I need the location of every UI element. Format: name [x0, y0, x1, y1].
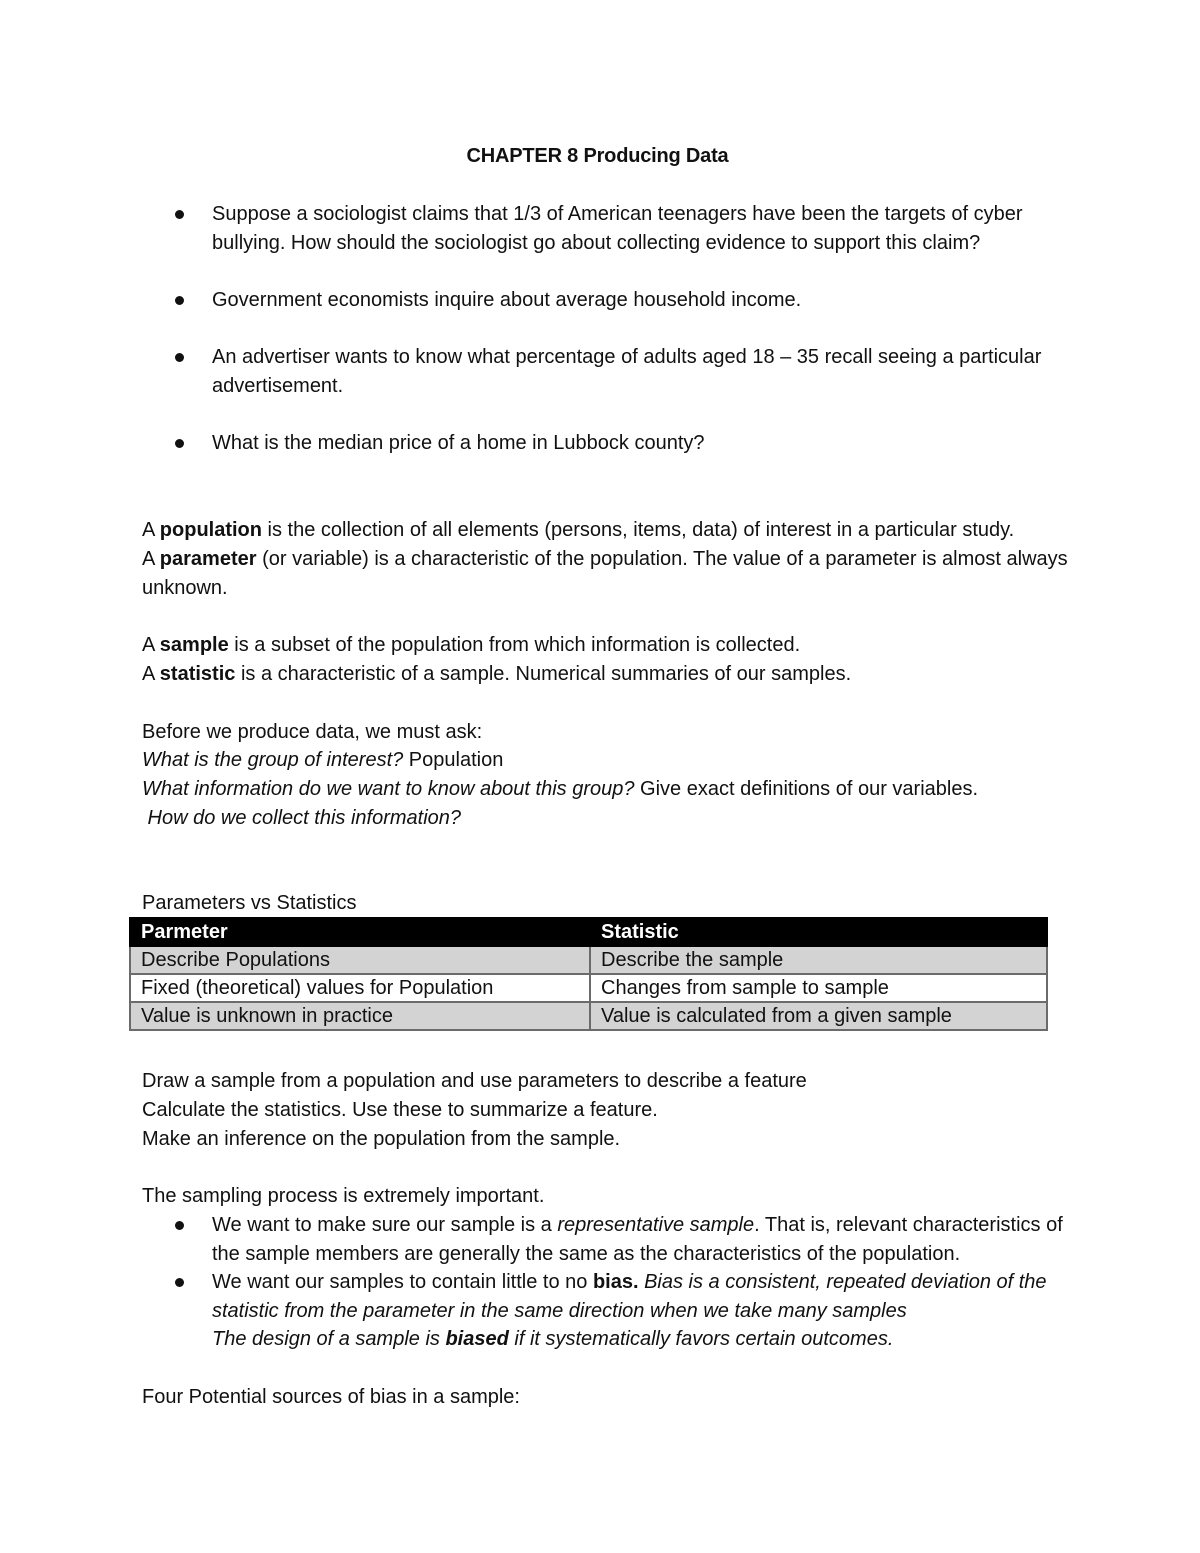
definition-prefix: A — [142, 547, 160, 570]
page-title: CHAPTER 8 Producing Data — [466, 145, 729, 167]
list-item: An advertiser wants to know what percentage of adults aged 18 – 35 recall seeing a particular advertisement. — [142, 343, 1062, 400]
table-row — [130, 1002, 1047, 1030]
bullet-text: We want our samples to contain little to no — [212, 1271, 593, 1294]
sampling-lead: The sampling process is extremely important. — [142, 1185, 545, 1208]
table-row — [130, 974, 1047, 1002]
definition-prefix: A — [142, 519, 160, 541]
process-block — [142, 1067, 1072, 1211]
bias-term: bias. — [592, 1271, 639, 1294]
process-step: Make an inference on the population from the sample. — [142, 1127, 621, 1150]
question-group — [142, 746, 1072, 775]
bias-design-text: if it systematically favors certain outcomes. — [508, 1328, 894, 1351]
definition-population — [142, 516, 1072, 545]
question-collect — [142, 804, 1072, 833]
term-statistic: statistic — [159, 662, 236, 685]
list-item — [142, 1268, 1072, 1354]
table-row — [130, 946, 1047, 974]
bullet-text: We want to make sure our sample is a — [212, 1214, 558, 1236]
question-answer: Population — [403, 749, 504, 772]
table-cell: Value is unknown in practice — [130, 1002, 590, 1030]
table-header-cell: Statistic — [590, 918, 1047, 946]
table-cell: Fixed (theoretical) values for Population — [130, 974, 590, 1002]
process-step: Draw a sample from a population and use parameters to describe a feature — [142, 1070, 807, 1092]
definition-prefix: A — [142, 634, 160, 657]
closing-line: Four Potential sources of bias in a sample: — [142, 1386, 520, 1408]
definition-text: is the collection of all elements (persons, items, data) of interest in a particular study. — [262, 519, 1015, 541]
list-item: Suppose a sociologist claims that 1/3 of American teenagers have been the targets of cyber bullying. How should the sociologist go about collecting evidence to support this claim? — [142, 200, 1062, 257]
bias-design-text: The design of a sample is — [212, 1328, 446, 1351]
term-parameter: parameter — [159, 547, 257, 570]
question-information — [142, 775, 1072, 804]
question-text: What information do we want to know about this group? — [142, 778, 635, 801]
term-sample: sample — [159, 634, 229, 657]
list-item: What is the median price of a home in Lubbock county? — [142, 429, 1062, 458]
table-cell: Describe the sample — [590, 946, 1047, 974]
definition-prefix: A — [142, 662, 160, 685]
intro-bullet-list — [142, 200, 1062, 486]
question-text: What is the group of interest? — [142, 749, 404, 772]
list-item — [142, 1211, 1072, 1268]
parameters-vs-statistics-table — [129, 917, 1048, 1031]
definition-sample — [142, 631, 1072, 660]
question-answer: Give exact definitions of our variables. — [634, 778, 979, 801]
table-header-cell: Parmeter — [130, 918, 590, 946]
definitions-block — [142, 516, 1072, 833]
process-step: Calculate the statistics. Use these to summarize a feature. — [142, 1098, 658, 1121]
bias-definition: Bias is a consistent, repeated deviation of the statistic from the parameter in the same direction when we take many samples — [212, 1271, 1047, 1322]
list-item: Government economists inquire about average household income. — [142, 286, 1062, 315]
definition-text: is a characteristic of a sample. Numerical summaries of our samples. — [235, 662, 852, 685]
questions-lead: Before we produce data, we must ask: — [142, 720, 483, 743]
table-cell: Value is calculated from a given sample — [590, 1002, 1047, 1030]
term-population: population — [159, 519, 262, 541]
table-caption: Parameters vs Statistics — [142, 892, 357, 914]
biased-term: biased — [445, 1328, 509, 1351]
table-cell: Describe Populations — [130, 946, 590, 974]
sampling-bullet-list — [142, 1211, 1072, 1354]
definition-statistic — [142, 660, 1072, 689]
table-cell: Changes from sample to sample — [590, 974, 1047, 1002]
question-text: How do we collect this information? — [142, 806, 462, 829]
table-header-row — [130, 918, 1047, 946]
definition-text: (or variable) is a characteristic of the population. The value of a parameter is almost always unknown. — [142, 547, 1068, 599]
representative-sample-term: representative sample — [557, 1214, 755, 1236]
bullet-text: . That is, relevant characteristics of the sample members are generally the same as the characteristics of the population. — [212, 1214, 1063, 1265]
definition-parameter — [142, 545, 1072, 603]
definition-text: is a subset of the population from which information is collected. — [228, 634, 801, 657]
